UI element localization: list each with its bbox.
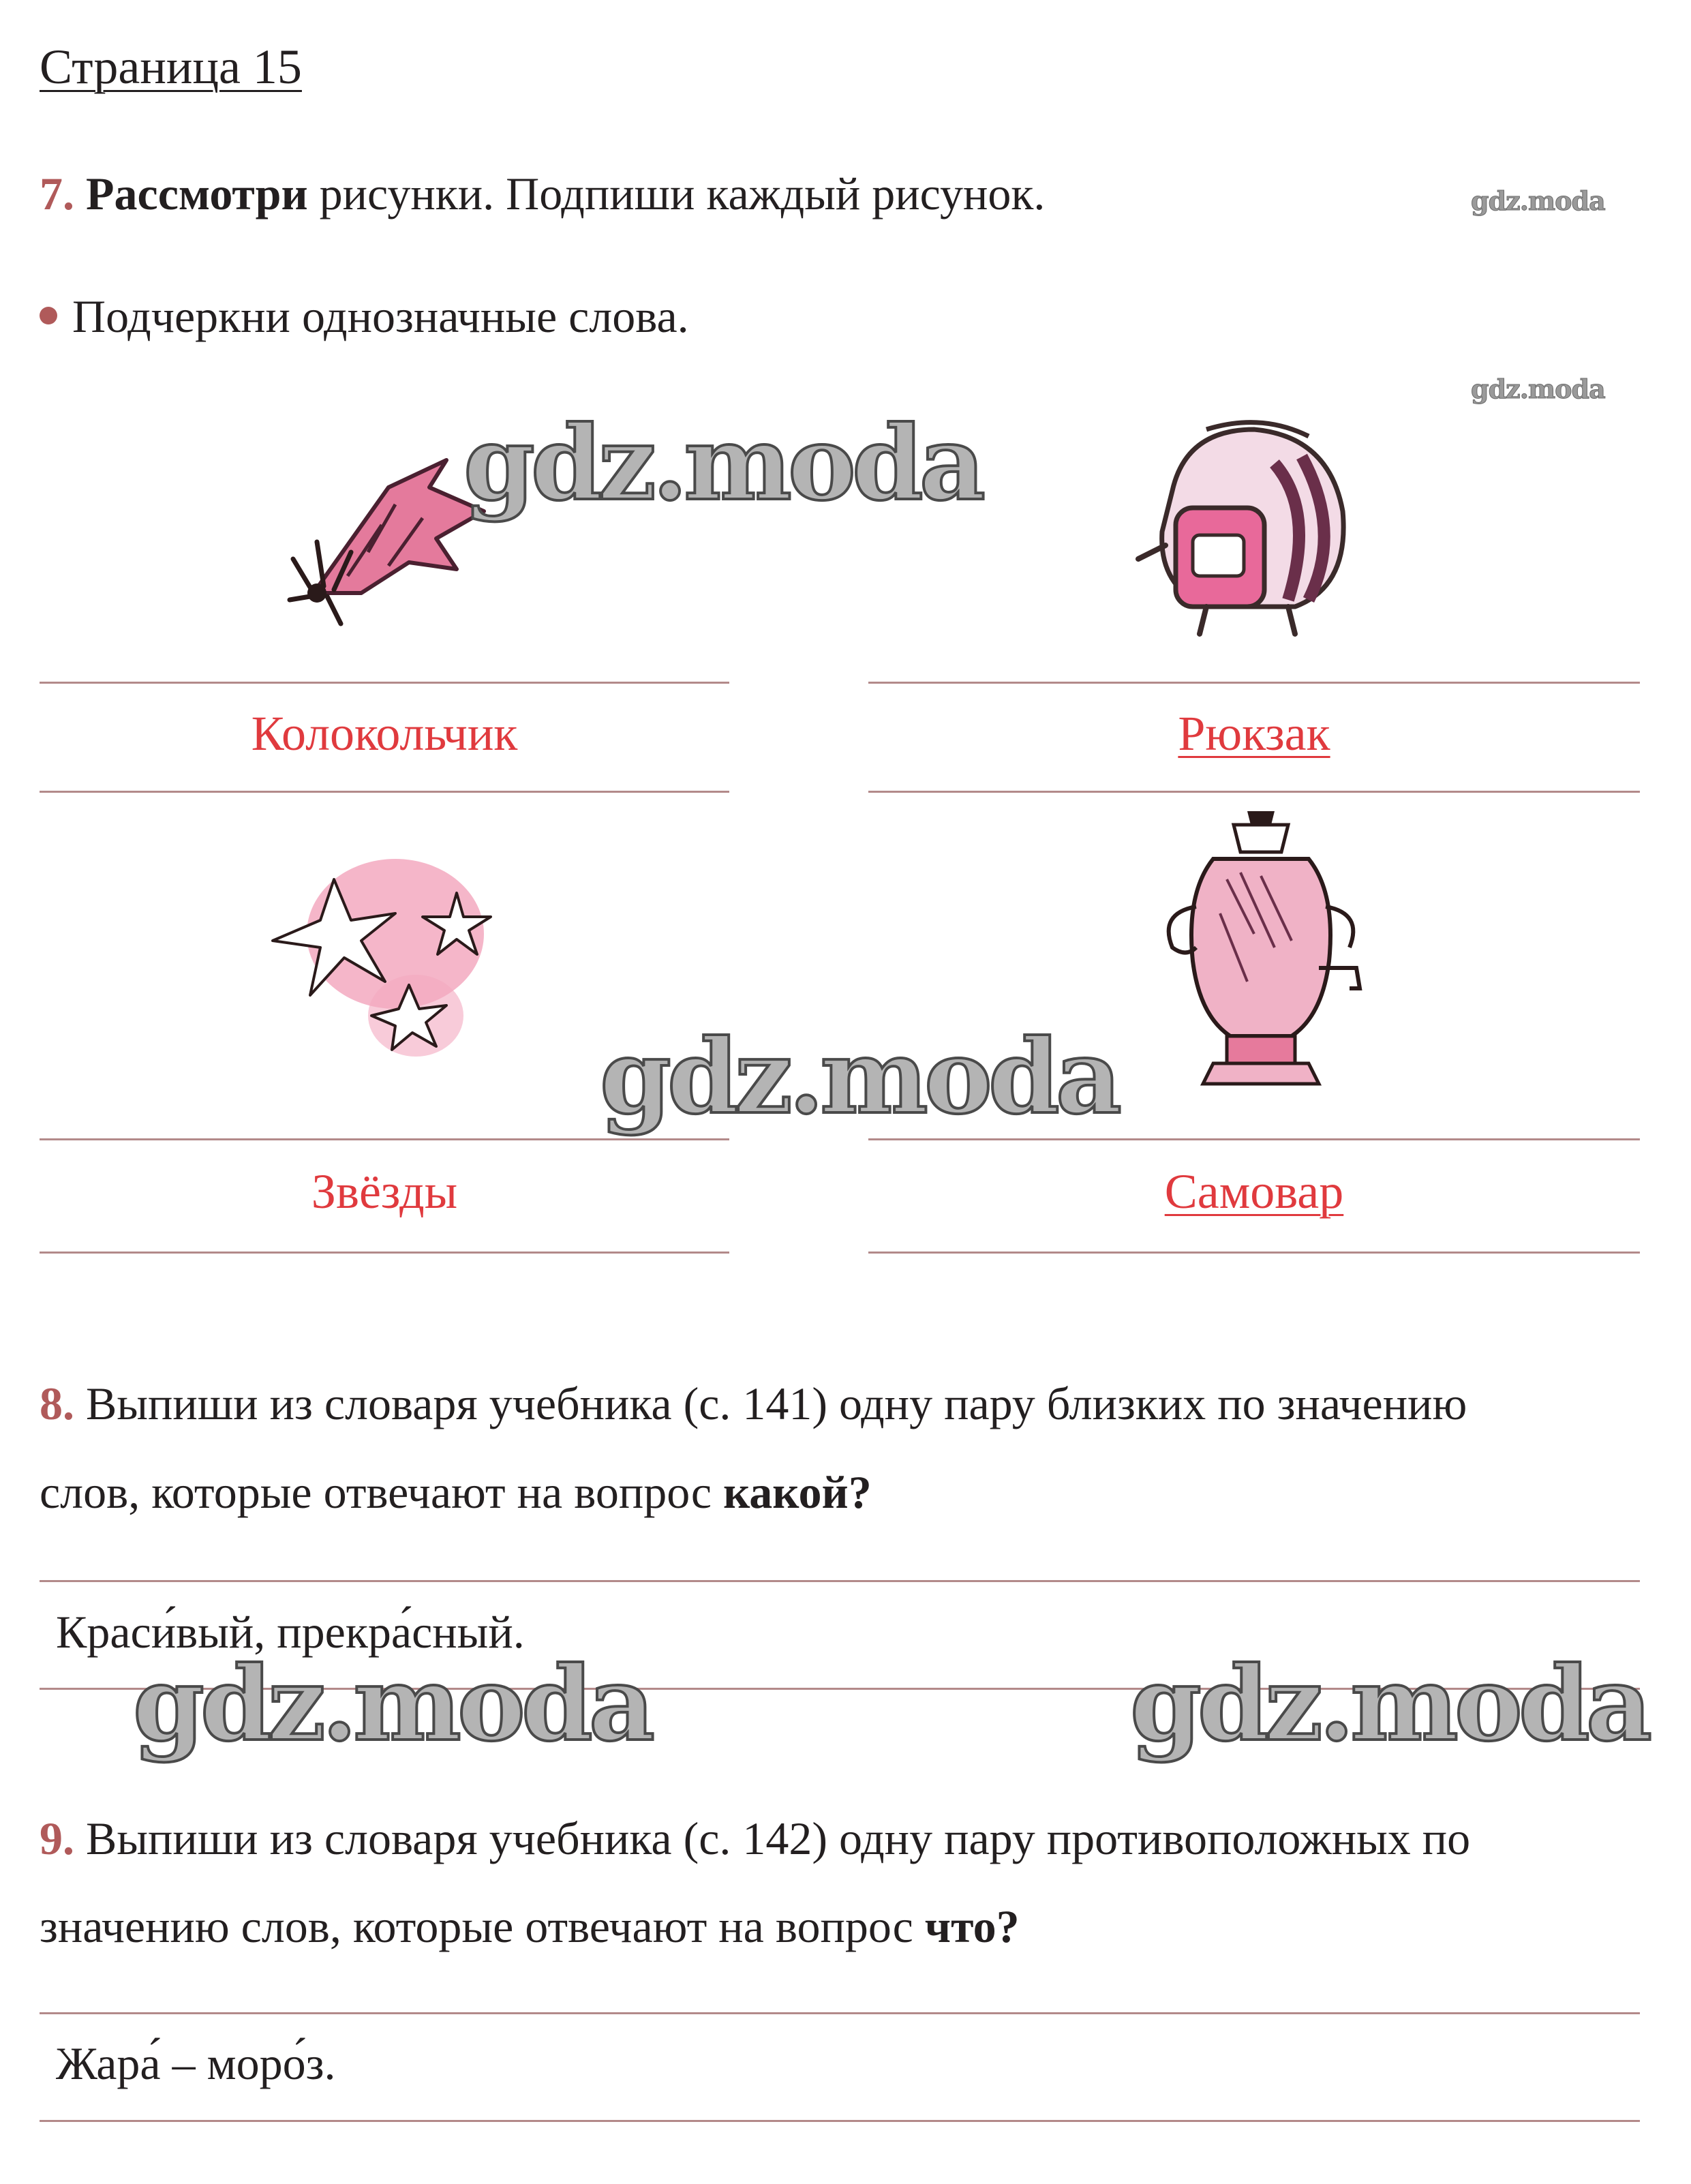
answer-line xyxy=(868,1252,1640,1254)
answer-backpack-text: Рюкзак xyxy=(1178,706,1330,761)
task7-bold-word: Рассмотри xyxy=(86,168,308,219)
bell-flower-illustration xyxy=(286,423,491,627)
answer-samovar xyxy=(868,1164,1640,1219)
task7-bullet xyxy=(40,290,689,342)
task9-answer: Жара́ – моро́з. xyxy=(56,2037,336,2089)
watermark-large: gdz.moda xyxy=(1130,1644,1649,1764)
task9-number: 9. xyxy=(40,1813,74,1864)
task7-instruction: рисунки. Подпиши каждый рисунок. xyxy=(307,168,1046,219)
answer-backpack xyxy=(868,706,1640,761)
answer-line xyxy=(868,791,1640,793)
task8-bold-word: какой? xyxy=(723,1466,872,1518)
task9-text2: значению слов, которые отвечают на вопрос xyxy=(40,1900,925,1952)
task9-line2 xyxy=(40,1900,1020,1952)
answer-line xyxy=(40,1580,1640,1582)
task8-text2: слов, которые отвечают на вопрос xyxy=(40,1466,724,1518)
task8-answer: Краси́вый, прекра́сный. xyxy=(56,1606,525,1658)
task7-bullet-text: Подчеркни однозначные слова. xyxy=(72,290,689,342)
answer-line xyxy=(868,1138,1640,1140)
task8-line2 xyxy=(40,1466,872,1518)
task9-text1: Выпиши из словаря учебника (с. 142) одну пару противоположных по xyxy=(74,1813,1471,1864)
watermark-small: gdz.moda xyxy=(1471,185,1605,216)
answer-line xyxy=(40,682,729,684)
answer-samovar-text: Самовар xyxy=(1164,1164,1344,1219)
page-title: Страница 15 xyxy=(40,40,302,94)
answer-line xyxy=(868,682,1640,684)
task9-bold-word: что? xyxy=(924,1900,1020,1952)
task8-line1 xyxy=(40,1380,1467,1427)
answer-line xyxy=(40,2120,1640,2122)
watermark-large: gdz.moda xyxy=(600,1017,1118,1137)
watermark-small: gdz.moda xyxy=(1471,374,1605,404)
answer-line xyxy=(40,1138,729,1140)
task7-heading xyxy=(40,170,1045,217)
task9-line1 xyxy=(40,1815,1470,1862)
backpack-illustration xyxy=(1125,409,1370,641)
task8-text1: Выпиши из словаря учебника (с. 141) одну пару близких по значению xyxy=(74,1378,1467,1429)
answer-stars: Звёзды xyxy=(311,1164,458,1219)
watermark-large: gdz.moda xyxy=(133,1644,652,1764)
task7-number: 7. xyxy=(40,168,74,219)
bullet-icon xyxy=(40,307,57,324)
answer-line xyxy=(40,2012,1640,2014)
task8-number: 8. xyxy=(40,1378,74,1429)
watermark-large: gdz.moda xyxy=(463,404,982,524)
answer-bell: Колокольчик xyxy=(251,706,518,761)
answer-line xyxy=(40,791,729,793)
stars-illustration xyxy=(259,838,518,1084)
answer-line xyxy=(40,1252,729,1254)
samovar-illustration xyxy=(1145,811,1377,1111)
